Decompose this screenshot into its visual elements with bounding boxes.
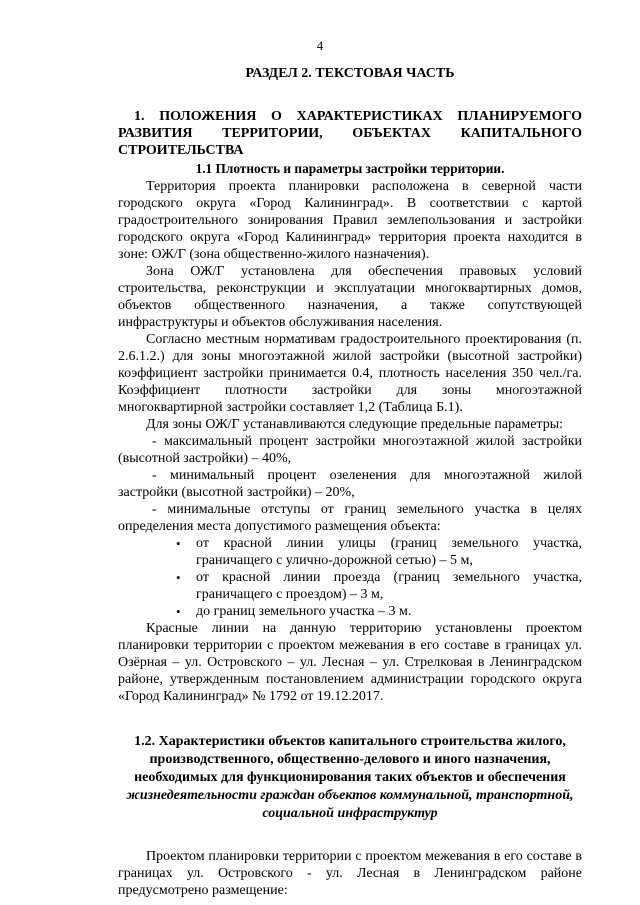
bullet-icon: • (176, 604, 181, 619)
paragraph-red-lines: Красные линии на данную территорию установлены проектом планировки территории с проектом межевания в его составе в границах ул. Озёрная – ул. Островского – ул. Лесная – ул. Стрелковая в Ленинградском районе, утвержденным постановлением администрации городского округа «Город Калининград» № 1792 от 19.12.2017. (118, 621, 582, 704)
list-item-text: от красной линии улицы (границ земельного участка, граничащего с улично-дорожной сетью) – 5 м, (196, 536, 582, 568)
heading-1-2-italic: жизнедеятельности граждан объектов коммунальной, транспортной, социальной инфраструктур (126, 788, 574, 821)
list-item (118, 569, 582, 603)
parameter-item: - минимальные отступы от границ земельного участка в целях определения места допустимого размещения объекта: (118, 502, 582, 534)
setback-list (118, 535, 582, 620)
page-number: 4 (316, 38, 324, 53)
list-item (118, 535, 582, 569)
page-content (118, 64, 582, 899)
paragraph-territory: Территория проекта планировки расположена в северной части городского округа «Город Калининград». В соответствии с картой градостроительного зонирования Правил землепользования и застройки городского округа «Город Калининград» территория проекта находится в зоне: ОЖ/Г (зона общественно-жилого назначения). (118, 179, 582, 262)
list-item-text: до границ земельного участка – 3 м. (196, 604, 412, 619)
section-title: РАЗДЕЛ 2. ТЕКСТОВАЯ ЧАСТЬ (245, 66, 455, 81)
heading-1-1: 1.1 Плотность и параметры застройки территории. (195, 161, 505, 176)
paragraph-parameters-intro: Для зоны ОЖ/Г устанавливаются следующие предельные параметры: (146, 417, 564, 432)
parameter-item: - максимальный процент застройки многоэтажной жилой застройки (высотной застройки) – 40%, (118, 434, 582, 466)
paragraph-placement: Проектом планировки территории с проектом межевания в его составе в границах ул. Островского - ул. Лесная в Ленинградском районе предусмотрено размещение: (118, 849, 582, 898)
paragraph-norms: Согласно местным нормативам градостроительного проектирования (п. 2.6.1.2.) для зоны многоэтажной жилой застройки (высотной застройки) коэффициент застройки принимается 0.4, плотность населения 350 чел./га. Коэффициент плотности застройки для зоны многоэтажной многоквартирной застройки составляет 1,2 (Таблица Б.1). (118, 332, 582, 415)
heading-1-2 (118, 733, 582, 823)
list-item-text: от красной линии проезда (границ земельного участка, граничащего с проездом) – 3 м, (196, 570, 582, 602)
bullet-icon: • (176, 536, 181, 551)
paragraph-zone: Зона ОЖ/Г установлена для обеспечения правовых условий строительства, реконструкции и эксплуатации многоквартирных домов, объектов общественного назначения, а также сопутствующей инфраструктуры и объектов обслуживания населения. (118, 264, 582, 330)
parameter-item: - минимальный процент озеленения для многоэтажной жилой застройки (высотной застройки) – 20%, (118, 468, 582, 500)
heading-1-2-bold: 1.2. Характеристики объектов капитального строительства жилого, производственного, общественно-делового и иного назначения, необходимых для функционирования таких объектов и обеспечения (134, 734, 566, 785)
heading-1: 1. ПОЛОЖЕНИЯ О ХАРАКТЕРИСТИКАХ ПЛАНИРУЕМОГО РАЗВИТИЯ ТЕРРИТОРИИ, ОБЪЕКТАХ КАПИТАЛЬНОГО СТРОИТЕЛЬСТВА (118, 109, 582, 158)
spacer (118, 823, 582, 848)
list-item (118, 603, 582, 620)
bullet-icon: • (176, 570, 181, 585)
